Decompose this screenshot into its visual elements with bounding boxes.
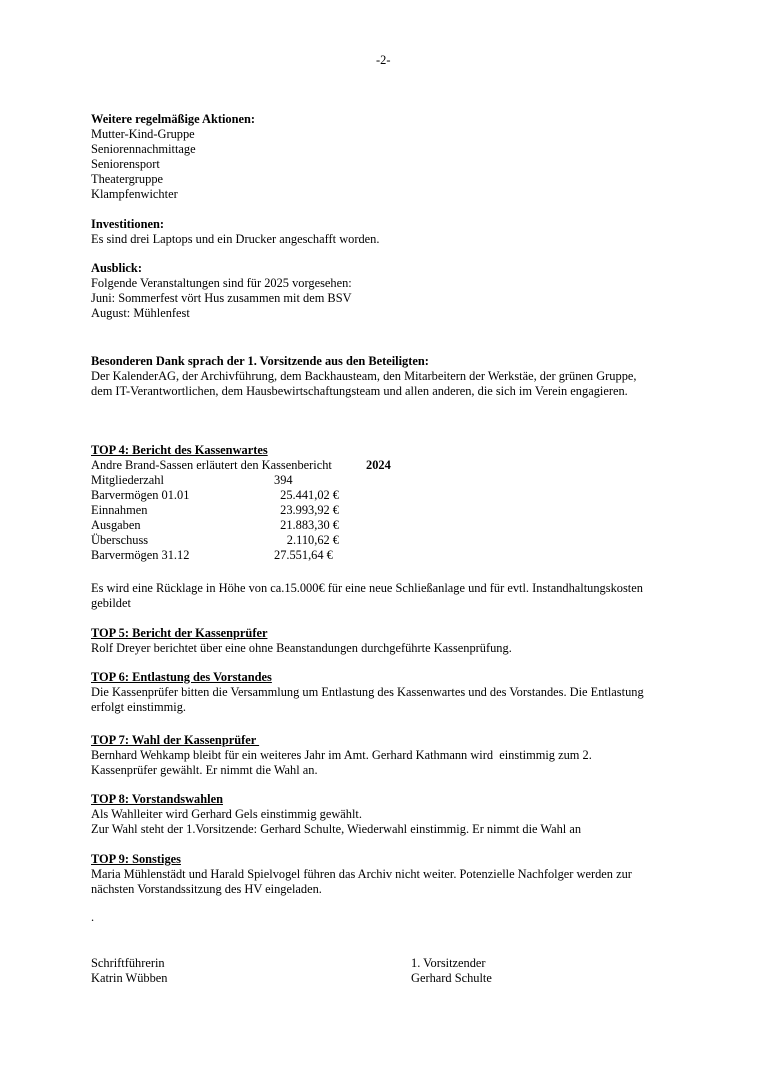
signature-left-name: Katrin Wübben [91,971,168,985]
ausblick-heading: Ausblick: [91,261,142,275]
stray-dot: . [91,910,95,924]
top4-intro: Andre Brand-Sassen erläutert den Kassenbericht [91,458,332,472]
aktionen-heading: Weitere regelmäßige Aktionen: [91,112,256,126]
investitionen-text: Es sind drei Laptops und ein Drucker angeschafft worden. [91,232,380,246]
kasse-label: Barvermögen 01.01 [91,488,190,502]
kasse-value: 25.441,02 € [280,488,339,502]
top6-line: erfolgt einstimmig. [91,700,186,714]
top7-line: Kassenprüfer gewählt. Er nimmt die Wahl an. [91,763,318,777]
top6-line: Die Kassenprüfer bitten die Versammlung um Entlastung des Kassenwartes und des Vorstandes. Die Entlastung [91,685,644,699]
top9-line: nächsten Vorstandssitzung des HV eingeladen. [91,882,322,896]
kasse-label: Einnahmen [91,503,148,517]
kasse-label: Barvermögen 31.12 [91,548,190,562]
kasse-label: Mitgliederzahl [91,473,164,487]
signature-left-role: Schriftführerin [91,956,165,970]
top7-line: Bernhard Wehkamp bleibt für ein weiteres Jahr im Amt. Gerhard Kathmann wird einstimmig zum 2. [91,748,592,762]
page-number: -2- [376,53,391,67]
top9-line: Maria Mühlenstädt und Harald Spielvogel führen das Archiv nicht weiter. Potenzielle Nachfolger werden zur [91,867,632,881]
ruecklage-line: Es wird eine Rücklage in Höhe von ca.15.000€ für eine neue Schließanlage und für evtl. Instandhaltungskosten [91,581,643,595]
ausblick-line: August: Mühlenfest [91,306,190,320]
kasse-label: Ausgaben [91,518,141,532]
top5-heading: TOP 5: Bericht der Kassenprüfer [91,626,268,640]
dank-heading: Besonderen Dank sprach der 1. Vorsitzende aus den Beteiligten: [91,354,429,368]
top8-line: Zur Wahl steht der 1.Vorsitzende: Gerhard Schulte, Wiederwahl einstimmig. Er nimmt die Wahl an [91,822,582,836]
kasse-value: 21.883,30 € [280,518,339,532]
investitionen-heading: Investitionen: [91,217,164,231]
aktion-item: Klampfenwichter [91,187,178,201]
aktion-item: Seniorensport [91,157,160,171]
dank-line: dem IT-Verantwortlichen, dem Hausbewirtschaftungsteam und allen anderen, die sich im Verein engagieren. [91,384,628,398]
signature-right-role: 1. Vorsitzender [411,956,486,970]
kasse-value: 23.993,92 € [280,503,339,517]
ausblick-line: Juni: Sommerfest vört Hus zusammen mit dem BSV [91,291,352,305]
signature-right-name: Gerhard Schulte [411,971,492,985]
top6-heading: TOP 6: Entlastung des Vorstandes [91,670,272,684]
dank-line: Der KalenderAG, der Archivführung, dem Backhausteam, den Mitarbeitern der Werkstäe, der grünen Gruppe, [91,369,637,383]
top4-heading: TOP 4: Bericht des Kassenwartes [91,443,268,457]
kasse-label: Überschuss [91,533,149,547]
ruecklage-line: gebildet [91,596,131,610]
aktion-item: Theatergruppe [91,172,164,186]
top7-heading: TOP 7: Wahl der Kassenprüfer [91,733,260,747]
top9-heading: TOP 9: Sonstiges [91,852,181,866]
top8-line: Als Wahlleiter wird Gerhard Gels einstimmig gewählt. [91,807,362,821]
kasse-value: 394 [274,473,293,487]
kasse-value: 2.110,62 € [286,533,339,547]
top4-year: 2024 [366,458,391,472]
ausblick-line: Folgende Veranstaltungen sind für 2025 vorgesehen: [91,276,352,290]
kasse-value: 27.551,64 € [274,548,333,562]
top8-heading: TOP 8: Vorstandswahlen [91,792,223,806]
top5-line: Rolf Dreyer berichtet über eine ohne Beanstandungen durchgeführte Kassenprüfung. [91,641,512,655]
aktion-item: Mutter-Kind-Gruppe [91,127,195,141]
aktion-item: Seniorennachmittage [91,142,196,156]
